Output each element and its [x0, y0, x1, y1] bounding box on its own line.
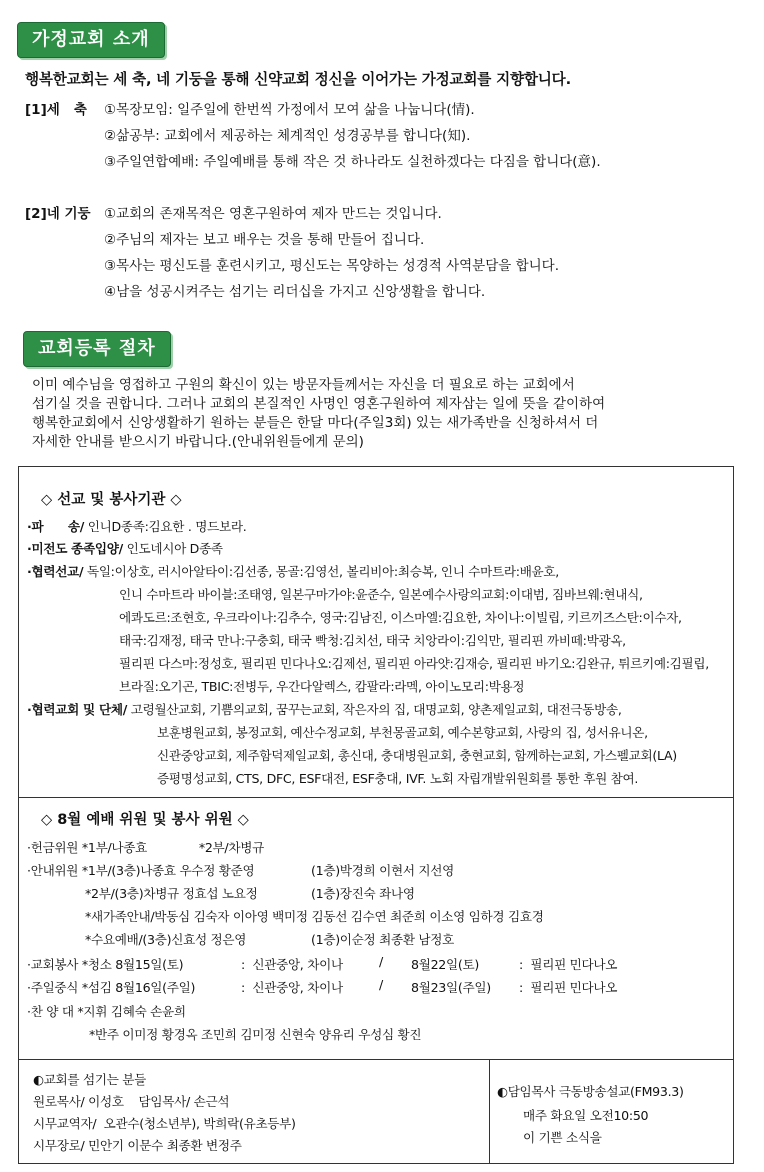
coop-line: 브라질:오기곤, TBIC:전병두, 우간다알렉스, 캄팔라:라멕, 아이노모리:박용정	[119, 679, 525, 694]
org-line: 고령월산교회, 기쁨의교회, 꿈꾸는교회, 작은자의 집, 대명교회, 양촌제일교회, 대전극동방송,	[127, 702, 622, 717]
offering-row: ·헌금위원 *1부/나종효 *2부/차병규	[27, 840, 264, 855]
servants-line: 시무장로/ 민안기 이문수 최종환 변정주	[33, 1138, 242, 1153]
broadcast-title: ◐담임목사 극동방송설교(FM93.3)	[497, 1084, 684, 1099]
axes-item: ③주일연합예배: 주일예배를 통해 작은 것 하나라도 실천하겠다는 다짐을 합니다(意).	[104, 154, 601, 170]
org-line: 신관중앙교회, 제주함덕제일교회, 총신대, 충대병원교회, 충현교회, 함께하는교회, 가스펠교회(LA)	[157, 748, 677, 763]
coop-row	[27, 561, 559, 580]
registration-line: 섬기실 것을 권합니다. 그러나 교회의 본질적인 사명인 영혼구원하여 제자삼는 일에 뜻을 같이하여	[32, 396, 606, 412]
registration-line: 이미 예수님을 영접하고 구원의 확신이 있는 방문자들께서는 자신을 더 필요로 하는 교회에서	[32, 377, 575, 393]
registration-line: 자세한 안내를 받으시기 바랍니다.(안내위원들에게 문의)	[32, 434, 364, 450]
broadcast-line: 이 기쁜 소식을	[523, 1130, 602, 1145]
service-date2: 8월22일(토)	[411, 957, 479, 972]
org-row	[27, 699, 622, 718]
usher1-a: ·안내위원 *1부/(3층)나종효 우수정 황준영	[27, 863, 255, 878]
footer-divider	[489, 1059, 490, 1163]
choir-row: ·찬 양 대 *지휘 김혜숙 손윤희	[27, 1004, 186, 1019]
intro-tab: 가정교회 소개	[17, 22, 165, 58]
axes-label: [1]세 축	[25, 102, 87, 118]
unreached-row	[27, 538, 223, 557]
intro-headline: 행복한교회는 세 축, 네 기둥을 통해 신약교회 정신을 이어가는 가정교회를 지향합니다.	[25, 71, 571, 88]
unreached-value: 인도네시아 D종족	[122, 541, 223, 556]
org-key: ·협력교회 및 단체/	[27, 702, 128, 717]
org-line: 증평명성교회, CTS, DFC, ESF대전, ESF충대, IVF. 노회 자립개발위원회를 통한 후원 참여.	[157, 771, 639, 786]
broadcast-line: 매주 화요일 오전10:50	[523, 1108, 649, 1123]
service-sep: /	[379, 954, 383, 969]
service-label: ·교회봉사 *청소 8월15일(토)	[27, 957, 184, 972]
lunch-label: ·주일중식 *섬김 8월16일(주일)	[27, 980, 196, 995]
unreached-key: ·미전도 종족입양/	[27, 541, 123, 556]
dispatch-row	[27, 516, 246, 535]
coop-line: 독일:이상호, 러시아알타이:김선종, 몽골:김영선, 볼리비아:최승복, 인니 수마트라:배윤호,	[83, 564, 559, 579]
coop-line: 태국:김재정, 태국 만나:구충회, 태국 빡청:김치선, 태국 치앙라이:김익만, 필리핀 까비떼:박광옥,	[119, 633, 626, 648]
servants-line: 시무교역자/ 오관수(청소년부), 박희락(유초등부)	[33, 1116, 296, 1131]
org-line: 보훈병원교회, 봉정교회, 예산수정교회, 부천몽골교회, 예수본향교회, 사랑의 집, 성서유니온,	[157, 725, 648, 740]
coop-line: 필리핀 다스마:정성호, 필리핀 민다나오:김제선, 필리핀 아라얏:김재승, 필리핀 바기오:김완규, 튀르키예:김필립,	[119, 656, 709, 671]
axes-item: ②삶공부: 교회에서 제공하는 체계적인 성경공부를 합니다(知).	[104, 128, 471, 144]
lunch-date2: 8월23일(주일)	[411, 980, 491, 995]
axes-item: ①목장모임: 일주일에 한번씩 가정에서 모여 삶을 나눕니다(情).	[104, 102, 475, 118]
section-divider	[19, 1059, 733, 1060]
service-assign: : 신관중앙, 차이나	[241, 957, 343, 972]
accompany-row: *반주 이미정 황경옥 조민희 김미정 신현숙 양유리 우성심 황진	[89, 1027, 422, 1042]
pillars-label: [2]네 기둥	[25, 206, 91, 222]
wed-b: (1층)이순정 최종환 남정호	[311, 932, 455, 947]
lunch-assign: : 신관중앙, 차이나	[241, 980, 343, 995]
dispatch-value: 인니D종족:김요한 . 명드보라.	[84, 519, 247, 534]
pillars-item: ④남을 성공시켜주는 섬기는 리더십을 가지고 신앙생활을 합니다.	[104, 284, 486, 300]
coop-key: ·협력선교/	[27, 564, 84, 579]
servants-title: ◐교회를 섬기는 분들	[33, 1072, 147, 1087]
newfamily-row: *새가족안내/박동심 김숙자 이아영 백미정 김동선 김수연 최준희 이소영 임하경 김효경	[85, 909, 544, 924]
usher2-a: *2부/(3층)차병규 정효섭 노요정	[85, 886, 258, 901]
pillars-item: ②주님의 제자는 보고 배우는 것을 통해 만들어 집니다.	[104, 232, 425, 248]
missions-heading: ◇ 선교 및 봉사기관 ◇	[41, 492, 182, 508]
august-heading: ◇ 8월 예배 위원 및 봉사 위원 ◇	[41, 812, 249, 828]
lunch-assign2: : 필리핀 민다나오	[519, 980, 618, 995]
wed-a: *수요예배/(3층)신효성 정은영	[85, 932, 247, 947]
pillars-item: ③목사는 평신도를 훈련시키고, 평신도는 목양하는 성경적 사역분담을 합니다.	[104, 258, 559, 274]
pillars-item: ①교회의 존재목적은 영혼구원하여 제자 만드는 것입니다.	[104, 206, 442, 222]
usher1-b: (1층)박경희 이현서 지선영	[311, 863, 455, 878]
dispatch-key: ·파 송/	[27, 519, 85, 534]
registration-tab: 교회등록 절차	[23, 331, 171, 367]
lunch-sep: /	[379, 977, 383, 992]
service-assign2: : 필리핀 민다나오	[519, 957, 618, 972]
registration-line: 행복한교회에서 신앙생활하기 원하는 분들은 한달 마다(주일3회) 있는 새가족반을 신청하셔서 더	[32, 415, 599, 431]
servants-line: 원로목사/ 이성호 담임목사/ 손근석	[33, 1094, 230, 1109]
coop-line: 인니 수마트라 바이블:조태영, 일본구마가야:윤준수, 일본예수사랑의교회:이대범, 짐바브웨:현내식,	[119, 587, 643, 602]
section-divider	[19, 797, 733, 798]
info-box	[18, 466, 734, 1164]
usher2-b: (1층)장진숙 좌나영	[311, 886, 415, 901]
coop-line: 에콰도르:조현호, 우크라이나:김추수, 영국:김남진, 이스마엘:김요한, 차이나:이빌립, 키르끼즈스탄:이수자,	[119, 610, 682, 625]
